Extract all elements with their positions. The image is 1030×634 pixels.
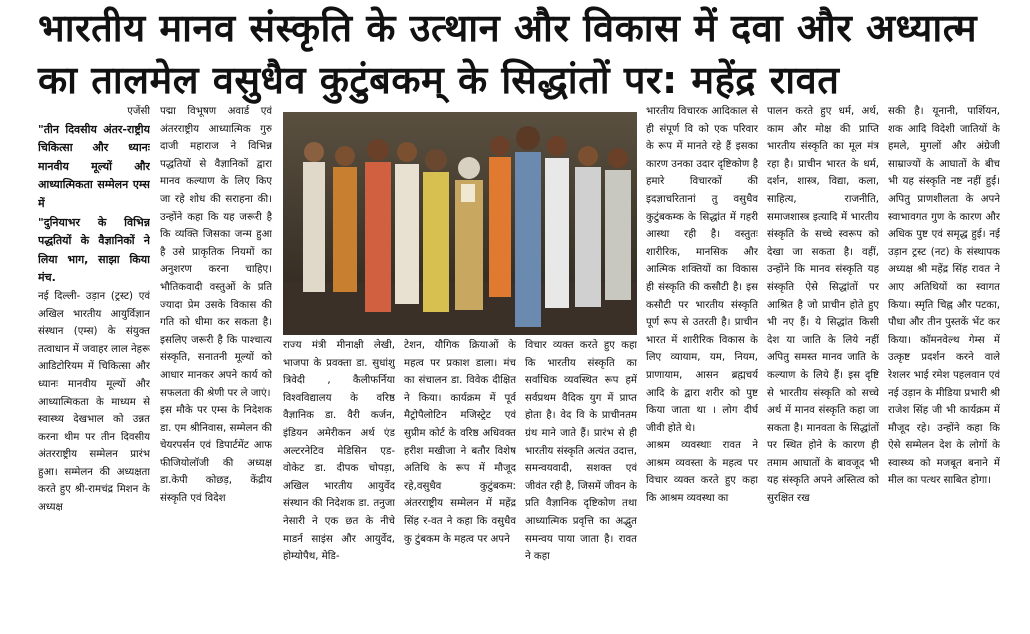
column-1 [38,103,150,603]
column-2-para2: इस मौके पर एम्स के निदेशक डा. एम श्रीनिवास, सम्मेलन की चेयरपर्सन एवं डिपार्टमेंट आफ फीजियोलॉजी की अध्यक्ष डा.केपी कोछड़, केंद्रीय संस्कृति एवं विदेश [160,405,272,505]
column-7-text: पालन करते हुए धर्म, अर्थ, काम और मोक्ष की प्राप्ति भारतीय संस्कृति का मूल मंत्र रहा है। प्राचीन भारत के धर्म, दर्शन, शास्त्र, विद्या, कला, साहित्य, राजनीति, समाजशास्त्र इत्यादि में भारतीय संस्कृति के सच्चे स्वरूप को देखा जा सकता है। वहीं, उन्होंने कि मानव संस्कृति यह संस्कृति ऐसे सिद्धांतों पर आश्रित है जो प्राचीन होते हुए भी नए हैं। ये सिद्धांत किसी देश या जाति के लिये नहीं अपितु समस्त मानव जाति के कल्याण के लिये हैं। इस दृष्टि से भारतीय संस्कृति को सच्चे अर्थ में मानव संस्कृति कहा जा सकता है। मानवता के सिद्धांतों पर स्थित होने के कारण ही तमाम आघातों के बावजूद भी यह संस्कृति अपने अस्तित्व को सुरक्षित रख [767,106,879,505]
column-4-text: टेशन, यौगिक क्रियाओं के महत्व पर प्रकाश डाला। मंच का संचालन डा. विवेक दीक्षित ने किया। कार्यक्रम में पूर्व मैट्रोपैलोटिन मजिस्ट्रेट एवं सुप्रीम कोर्ट के वरिष्ठ अधिवक्त हरीश मखीजा ने बतौर विशेष अतिथि के रूप में मौजूद रहे,वसुधैव कुटुंबकम: अंतरराष्ट्रीय सम्मेलन में महेंद्र सिंह र-वत ने कहा कि वसुधैव कु टुंबकम के महत्व पर अपने [404,340,516,545]
column-2-para1: पद्मा विभूषण अवार्ड एवं अंतरराष्ट्रीय आध्यात्मिक गुरु दाजी महाराज ने विभिन्न पद्धतियों से वैज्ञानिकों द्वारा मानव कल्याण के लिए किए जा रहे शोध की सराहना की। उन्होंने कहा कि यह जरूरी है कि व्यक्ति जिसका जन्म हुआ है उसे प्राकृतिक नियमों का अनुशरण करना चाहिए। भौतिकवादी वस्तुओं के प्रति ज्यादा प्रेम उसके विकास की गति को धीमा कर सकता है। इसलिए जरूरी है कि पाश्चात्य संस्कृति, सनातनी मूल्यों को आधार मानकर अपने कार्य को सफलता की श्रेणी पर ले जाएं। [160,106,272,399]
highlight-2: "दुनियाभर के विभिन्न पद्धतियों के वैज्ञानिकों ने लिया भाग, साझा किया मंच. [38,215,150,285]
column-3-text: राज्य मंत्री मीनाक्षी लेखी, भाजपा के प्रवक्ता डा. सुधांशु त्रिवेदी , कैलीफर्निया विश्वविद्यालय के वरिष्ठ वैज्ञानिक डा. वैरी कर्जन, इंडियन अमेरीकन अर्थ एंड अल्टरनेटिव मेडिसिन एड-वोकेट डा. दीपक चोपड़ा, अखिल भारतीय आयुर्वेद संस्थान की निदेशक डा. तनुजा नेसारी ने एक छत के नीचे माडर्न साइंस और आयुर्वेद, होम्योपैथ, मेडि- [283,340,395,563]
column-6-para1: भारतीय विचारक आदिकाल से ही संपूर्ण वि को एक परिवार के रूप में मानते रहे हैं इसका कारण उनका उदार दृष्टिकोण है हमारे विचारकों की इदज्ञाचरितानां तु वसुधैव कुटुंबकम्क के सिद्धांत में गहरी आस्था रही है। वस्तुतः शारीरिक, मानसिक और आत्मिक शक्तियों का विकास ही संस्कृति की कसौटी है। इस कसौटी पर भारतीय संस्कृति पूर्ण रूप से उतरती है। प्राचीन भारत में शारीरिक विकास के लिए व्यायाम, यम, नियम, प्राणायाम, आसन ब्रह्मचर्य आदि के द्वारा शरीर को पुष्ट किया जाता था । लोग दीर्घ जीवी होते थे। [646,106,758,434]
column-5-text: विचार व्यक्त करते हुए कहा कि भारतीय संस्कृति का सर्वाधिक व्यवस्थित रूप हमें सर्वप्रथम वैदिक युग में प्राप्त होता है। वेद वि के प्राचीनतम ग्रंथ माने जाते हैं। प्रारंभ से ही भारतीय संस्कृति अत्यंत उदात्त, समन्वयवादी, सशक्त एवं जीवंत रही है, जिसमें जीवन के प्रति वैज्ञानिक दृष्टिकोण तथा आध्यात्मिक प्रवृत्ति का अद्भुत समन्वय पाया जाता है। रावत ने कहा [525,340,637,563]
column-4 [404,337,516,603]
headline [38,2,1018,106]
headline-line1: भारतीय मानव संस्कृति के उत्थान और विकास में दवा और अध्यात्म [38,6,978,50]
byline: एजेंसी [127,106,150,117]
highlight-1: "तीन दिवसीय अंतर-राष्ट्रीय चिकित्सा और ध्यानः मानवीय मूल्यों और आध्यात्मिकता सम्मेलन एम्स में [38,122,150,210]
column-2 [160,103,272,603]
column-8 [888,103,1000,603]
column-1-body: नई दिल्ली- उड़ान (ट्रस्ट) एवं अखिल भारतीय आयुर्विज्ञान संस्थान (एम्स) के संयुक्त तत्वाधान में जवाहर लाल नेहरू आडिटोरियम में चिकित्सा और ध्यानः मानवीय मूल्यों और आध्यात्मिकता के माध्यम से स्वास्थ्य देखभाल को उन्नत करना थीम पर तीन दिवसीय अंतरराष्ट्रीय सम्मेलन प्रारंभ हुआ। सम्मेलन की अध्यक्षता करते हुए श्री-रामचंद्र मिशन के अध्यक्ष [38,290,150,514]
column-6-para2: आश्रम व्यवस्थाः रावत ने आश्रम व्यवस्ता के महत्व पर विचार व्यक्त करते हुए कहा कि आश्रम व्यवस्था का [646,440,758,505]
headline-line2: का तालमेल वसुधैव कुटुंबकम् के सिद्धांतों पर: महेंद्र रावत [38,58,840,102]
event-photo [283,112,637,335]
column-3 [283,337,395,603]
column-8-text: सकी है। यूनानी, पार्शियन, शक आदि विदेशी जातियों के हमले, मुगलों और अंग्रेजी साम्राज्यों के आघातों के बीच भी यह संस्कृति नष्ट नहीं हुई। अपितु प्राणशीलता के अपने स्वाभावगत गुण के कारण और अधिक पुष्ट एवं समृद्ध हुई। नई उड़ान ट्रस्ट (नट) के संस्थापक अध्यक्ष श्री महेंद्र सिंह रावत ने आए अतिथियों का स्वागत किया। स्मृति चिह्न और पटका, पौधा और तीन पुस्तकें भेंट कर किया। कॉमनवेल्थ गेम्स में उत्कृष्ट प्रदर्शन करने वाले रेशलर भाई रमेश पहलवान एवं नई उड़ान के मीडिया प्रभारी श्री राजेश सिंह जी भी कार्यक्रम में मौजूद रहे। उन्होंने कहा कि ऐसे सम्मेलन देश के लोगों के स्वास्थ्य को मजबूत बनाने में मील का पत्थर साबित होगा। [888,106,1000,487]
event-photo-image [283,112,637,335]
column-5 [525,337,637,603]
column-7 [767,103,879,603]
column-6 [646,103,758,603]
